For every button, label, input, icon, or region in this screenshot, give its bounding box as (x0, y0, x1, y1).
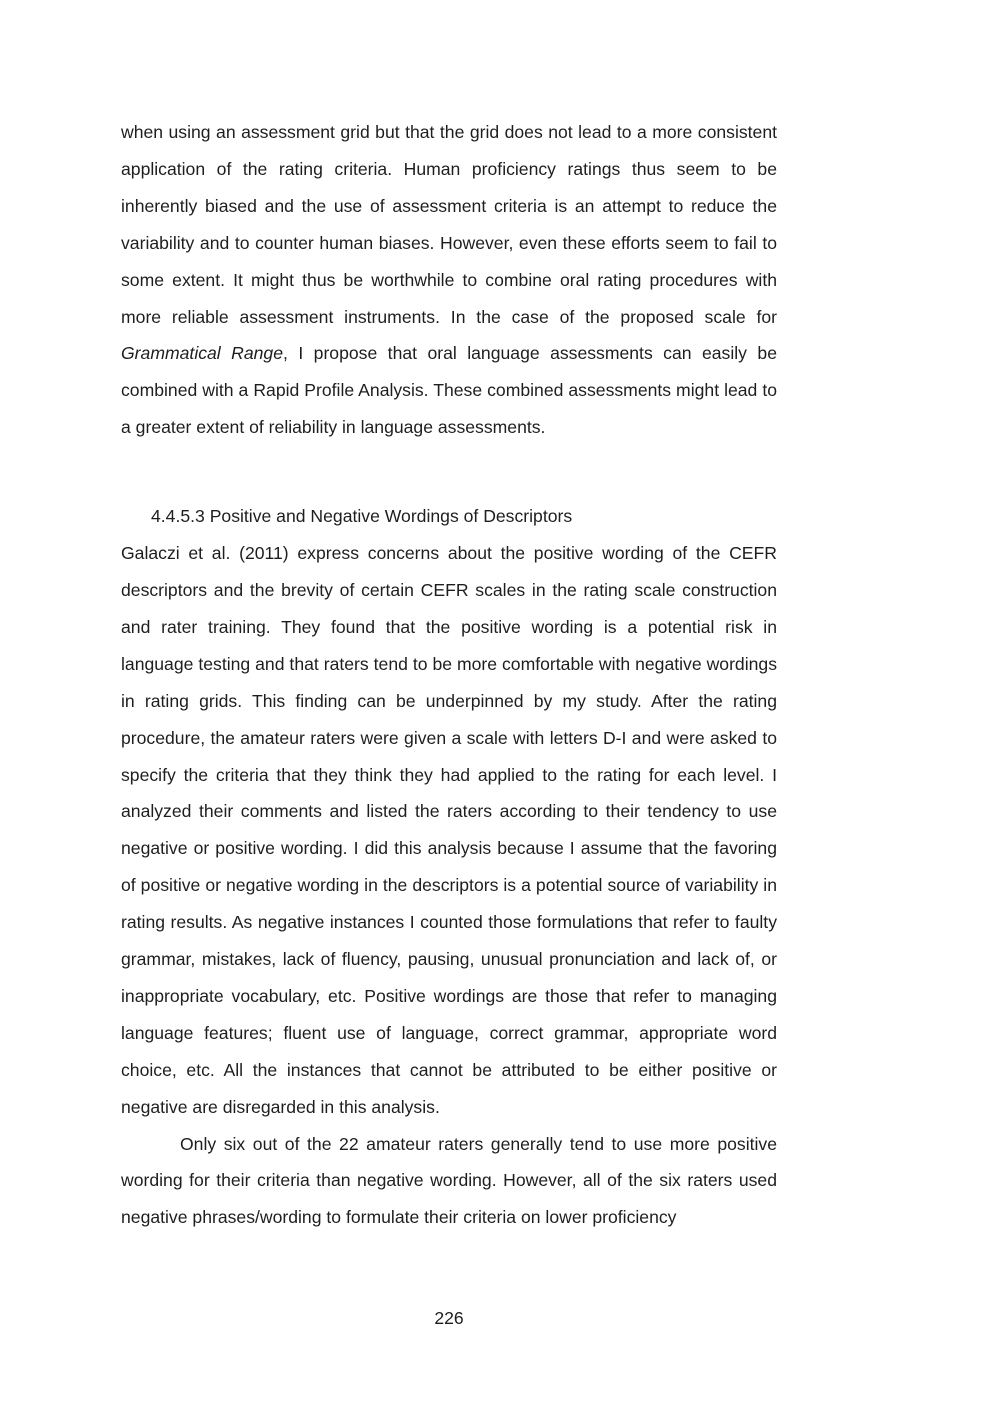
paragraph-continuation (121, 114, 777, 446)
paragraph-galaczi: Galaczi et al. (2011) express concerns about the positive wording of the CEFR descriptors and the brevity of certain CEFR scales in the rating scale construction and rater training. They found that the positive wording is a potential risk in language testing and that raters tend to be more comfortable with negative wordings in rating grids. This finding can be underpinned by my study. After the rating procedure, the amateur raters were given a scale with letters D-I and were asked to specify the criteria that they think they had applied to the rating for each level. I analyzed their comments and listed the raters according to their tendency to use negative or positive wording. I did this analysis because I assume that the favoring of positive or negative wording in the descriptors is a potential source of variability in rating results. As negative instances I counted those formulations that refer to faulty grammar, mistakes, lack of fluency, pausing, unusual pronunciation and lack of, or inappropriate vocabulary, etc. Positive wordings are those that refer to managing language features; fluent use of language, correct grammar, appropriate word choice, etc. All the instances that cannot be attributed to be either positive or negative are disregarded in this analysis. (121, 543, 777, 1117)
paragraph-six-raters: Only six out of the 22 amateur raters generally tend to use more positive wording for their criteria than negative wording. However, all of the six raters used negative phrases/wording to formulate their criteria on lower proficiency (121, 1133, 777, 1228)
section-heading: 4.4.5.3 Positive and Negative Wordings of Descriptors (151, 506, 573, 527)
paragraph-1-text-a: when using an assessment grid but that the grid does not lead to a more consistent application of the rating criteria. Human proficiency ratings thus seem to be inherently biased and the use of assessment criteria is an attempt to reduce the variability and to counter human biases. However, even these efforts seem to fail to some extent. It might thus be worthwhile to combine oral rating procedures with more reliable assessment instruments. In the case of the proposed scale for (121, 122, 777, 327)
page-body (121, 114, 777, 1236)
paragraph-1-text-b: , I propose that oral language assessments can easily be combined with a Rapid Profile Analysis. These combined assessments might lead to a greater extent of reliability in language assessments. (121, 343, 777, 438)
scale-name-italic: Grammatical Range (121, 343, 283, 364)
page-number: 226 (434, 1308, 464, 1328)
